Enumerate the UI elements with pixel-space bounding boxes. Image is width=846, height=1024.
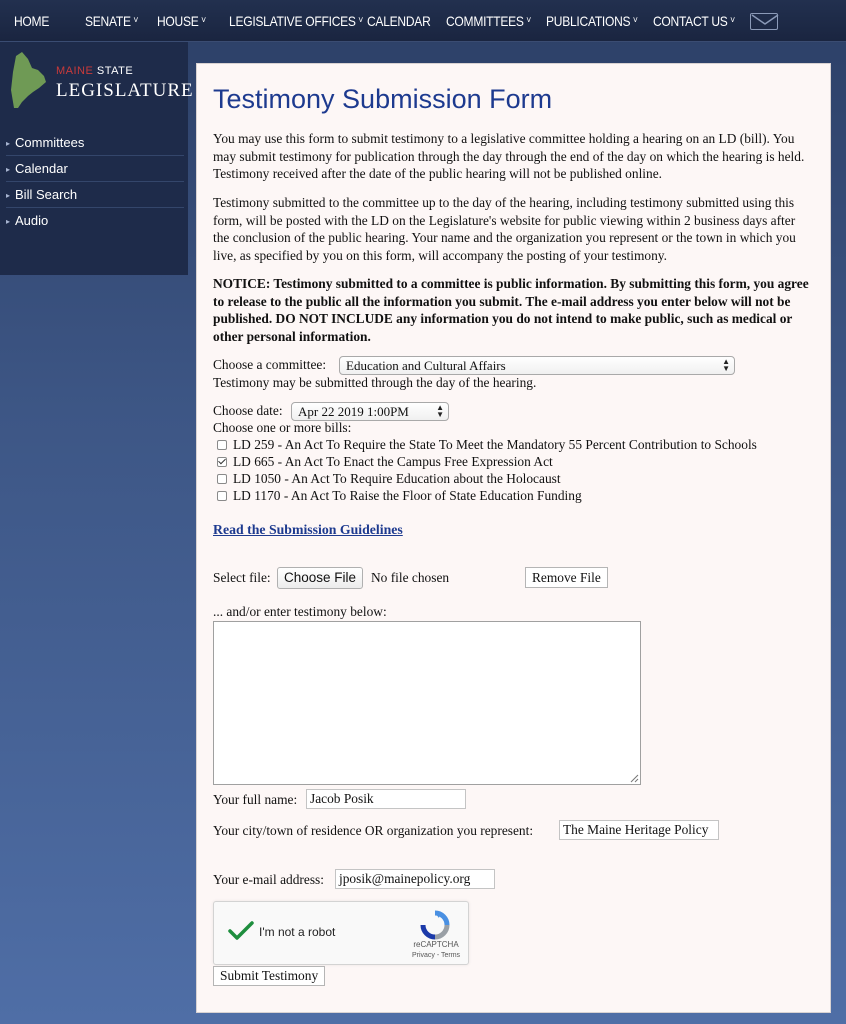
choose-file-button[interactable]: Choose File: [277, 567, 363, 589]
nav-home[interactable]: HOME: [14, 13, 50, 29]
nav-contact-us[interactable]: CONTACT US ˅: [653, 13, 735, 29]
nav-publications[interactable]: PUBLICATIONS ˅: [546, 13, 638, 29]
bill-checkbox[interactable]: [217, 474, 227, 484]
select-arrows-icon: ▲ ▼: [722, 357, 730, 373]
nav-calendar[interactable]: CALENDAR: [367, 13, 431, 29]
nav-legislative-offices[interactable]: LEGISLATIVE OFFICES ˅: [229, 13, 364, 29]
resize-grip-icon[interactable]: [630, 774, 639, 783]
bill-option: LD 665 - An Act To Enact the Campus Free Expression Act: [217, 454, 553, 470]
bill-option: LD 259 - An Act To Require the State To Meet the Mandatory 55 Percent Contribution to Schools: [217, 437, 757, 453]
sidebar-item-calendar[interactable]: ▸ Calendar: [6, 156, 184, 182]
submission-guidelines-link[interactable]: Read the Submission Guidelines: [213, 522, 403, 537]
nav-senate[interactable]: SENATE ˅: [85, 13, 139, 29]
email-label: Your e-mail address:: [213, 872, 324, 887]
chevron-down-icon: ˅: [526, 15, 532, 26]
testimony-form-panel: [196, 63, 831, 1013]
testimony-label: ... and/or enter testimony below:: [213, 604, 387, 619]
chevron-down-icon: ˅: [632, 15, 638, 26]
envelope-icon[interactable]: [750, 13, 778, 30]
bill-checkbox[interactable]: [217, 457, 227, 467]
full-name-field[interactable]: Jacob Posik: [306, 789, 466, 809]
top-navigation: [0, 0, 846, 42]
nav-house[interactable]: HOUSE ˅: [157, 13, 206, 29]
full-name-label: Your full name:: [213, 792, 298, 807]
arrow-right-icon: ▸: [6, 191, 11, 200]
remove-file-button[interactable]: Remove File: [525, 567, 608, 588]
email-field[interactable]: jposik@mainepolicy.org: [335, 869, 495, 889]
chevron-down-icon: ˅: [133, 15, 139, 26]
arrow-right-icon: ▸: [6, 165, 11, 174]
arrow-right-icon: ▸: [6, 139, 11, 148]
recaptcha-brand: reCAPTCHA: [413, 940, 459, 949]
chevron-down-icon: ˅: [201, 15, 206, 26]
submit-testimony-button[interactable]: Submit Testimony: [213, 966, 325, 986]
date-select[interactable]: Apr 22 2019 1:00PM ▲ ▼: [291, 402, 449, 421]
testimony-textarea[interactable]: [213, 621, 641, 785]
residence-org-field[interactable]: The Maine Heritage Policy: [559, 820, 719, 840]
select-file-label: Select file:: [213, 570, 271, 585]
recaptcha-terms-link[interactable]: Privacy - Terms: [411, 952, 461, 959]
recaptcha-widget: [213, 901, 469, 965]
chevron-down-icon: ˅: [358, 15, 364, 26]
committee-label: Choose a committee:: [213, 357, 327, 372]
select-arrows-icon: ▲ ▼: [436, 403, 444, 419]
page-title: Testimony Submission Form: [213, 84, 553, 114]
checkmark-icon[interactable]: [228, 920, 254, 942]
arrow-right-icon: ▸: [6, 217, 11, 226]
date-label: Choose date:: [213, 403, 283, 418]
bill-option: LD 1170 - An Act To Raise the Floor of State Education Funding: [217, 488, 582, 504]
sidebar-menu: [6, 130, 184, 234]
maine-state-map-icon: [8, 50, 48, 110]
committee-note: Testimony may be submitted through the day of the hearing.: [213, 375, 537, 390]
sidebar-item-bill-search[interactable]: ▸ Bill Search: [6, 182, 184, 208]
bills-label: Choose one or more bills:: [213, 420, 352, 435]
bill-checkbox[interactable]: [217, 491, 227, 501]
bill-option: LD 1050 - An Act To Require Education about the Holocaust: [217, 471, 561, 487]
intro-paragraph-1: You may use this form to submit testimony to a legislative committee holding a hearing on an LD (bill). You may submit testimony for publication through the day through the end of the day on which the hearing is held. Testimony received after the date of the public hearing will not be published online.: [213, 131, 805, 181]
left-sidebar: [0, 42, 194, 275]
notice-paragraph: NOTICE: Testimony submitted to a committee is public information. By submitting this form, you agree to release to the public all the information you submit. The e-mail address you enter below will not be published. DO NOT INCLUDE any information you do not intend to make public, such as medical or other personal information.: [213, 276, 809, 344]
no-file-status: No file chosen: [371, 570, 450, 585]
residence-org-label: Your city/town of residence OR organization you represent:: [213, 823, 534, 838]
nav-committees[interactable]: COMMITTEES ˅: [446, 13, 532, 29]
chevron-down-icon: ˅: [730, 15, 735, 26]
bill-checkbox[interactable]: [217, 440, 227, 450]
sidebar-item-audio[interactable]: ▸ Audio: [6, 213, 49, 228]
maine-legislature-logo[interactable]: [8, 50, 194, 110]
captcha-label: I'm not a robot: [259, 925, 336, 939]
intro-paragraph-2: Testimony submitted to the committee up to the day of the hearing, including testimony submitted using this form, will be posted with the LD on the Legislature's website for public viewing within 2 business days after the conclusion of the public hearing. Your name and the organization you represent or the town in which you live, as specified by you on this form, will accompany the posting of your testimony.: [213, 195, 796, 263]
logo-maine-state: MAINE STATE: [56, 65, 134, 77]
recaptcha-logo-icon: [420, 910, 450, 940]
sidebar-item-committees[interactable]: ▸ Committees: [6, 130, 184, 156]
committee-select[interactable]: Education and Cultural Affairs ▲ ▼: [339, 356, 735, 375]
logo-legislature: LEGISLATURE: [56, 80, 194, 101]
